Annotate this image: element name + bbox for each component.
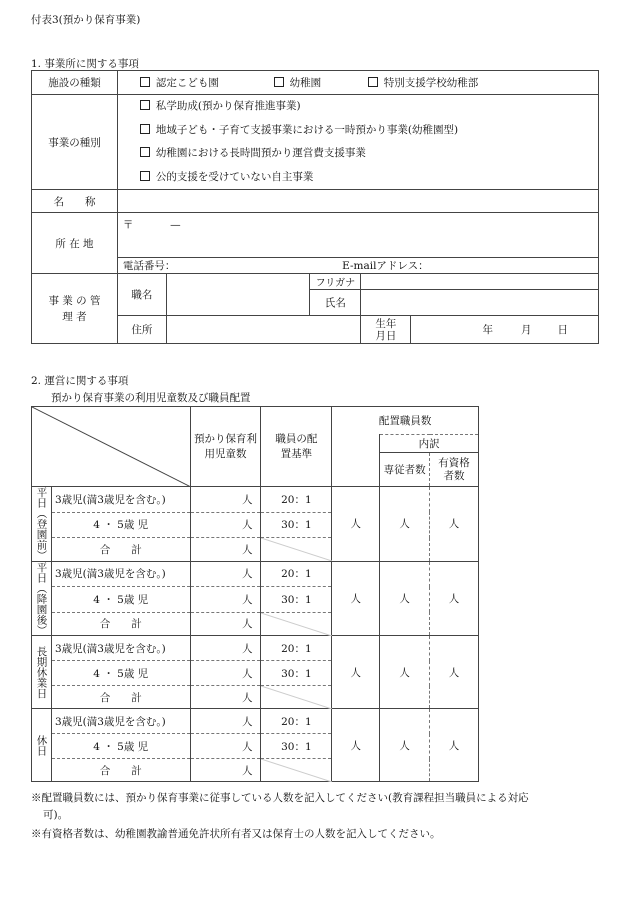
business-type-options — [117, 95, 598, 190]
fulltime-count-cell[interactable]: 人 — [380, 709, 430, 782]
staff-count-cell[interactable]: 人 — [332, 487, 380, 562]
period-label: 平日（降園後） — [32, 561, 52, 636]
home-field[interactable] — [166, 316, 361, 344]
children-count-cell[interactable]: 人 — [190, 686, 261, 709]
email-label: E-mailアドレス： — [342, 260, 429, 272]
checkbox-icon[interactable] — [140, 147, 150, 157]
period-label: 平日（登園前） — [32, 487, 52, 562]
children-count-cell[interactable]: 人 — [190, 612, 261, 636]
ratio-cell: 20：1 — [261, 636, 332, 661]
name2-label: 氏名 — [310, 290, 361, 316]
age-label: 3歳児(満3歳児を含む。) — [51, 487, 190, 513]
checkbox-icon[interactable] — [140, 171, 150, 181]
staff-spacer — [332, 435, 380, 487]
note-1: ※配置職員数には、預かり保育事業に従事している人数を記入してください(教育課程担当職員による対応 — [31, 792, 529, 804]
period-label: 休日 — [32, 709, 52, 782]
ratio-cell: 20：1 — [261, 487, 332, 513]
section2-subheading: 預かり保育事業の利用児童数及び職員配置 — [51, 392, 251, 404]
ratio-cell: 20：1 — [261, 709, 332, 734]
age-label: 3歳児(満3歳児を含む。) — [51, 561, 190, 587]
ratio-blank — [261, 538, 332, 562]
children-count-cell[interactable]: 人 — [190, 587, 261, 613]
col-children: 預かり保育利用児童数 — [190, 407, 261, 487]
ratio-cell: 30：1 — [261, 587, 332, 613]
diagonal-line — [261, 613, 332, 636]
children-count-cell[interactable]: 人 — [190, 487, 261, 513]
ratio-blank — [261, 686, 332, 709]
facility-type-label: 施設の種類 — [32, 71, 118, 95]
home-label: 住所 — [117, 316, 166, 344]
col-staff: 配置職員数 — [332, 407, 479, 435]
manager-label: 事 業 の 管 理 者 — [32, 274, 118, 344]
fulltime-count-cell[interactable]: 人 — [380, 487, 430, 562]
qualified-count-cell[interactable]: 人 — [430, 487, 479, 562]
business-option[interactable]: 公的支援を受けていない自主事業 — [140, 166, 598, 190]
children-count-cell[interactable]: 人 — [190, 759, 261, 782]
contact-row — [117, 258, 598, 274]
children-count-cell[interactable]: 人 — [190, 512, 261, 538]
facility-option[interactable]: 認定こども園 — [140, 77, 219, 89]
business-option[interactable]: 地域子ども・子育て支援事業における一時預かり事業(幼稚園型) — [140, 119, 598, 143]
checkbox-icon[interactable] — [140, 77, 150, 87]
children-count-cell[interactable]: 人 — [190, 636, 261, 661]
business-option[interactable]: 幼稚園における長時間預かり運営費支援事業 — [140, 142, 598, 166]
phone-label: 電話番号： — [122, 260, 176, 272]
age-label: 4 ・ 5歳 児 — [51, 512, 190, 538]
age-label: 合 計 — [51, 759, 190, 782]
children-count-cell[interactable]: 人 — [190, 734, 261, 759]
staff-count-cell[interactable]: 人 — [332, 636, 380, 709]
address-field[interactable] — [117, 213, 598, 258]
job-label: 職名 — [117, 274, 166, 316]
ratio-blank — [261, 612, 332, 636]
staff-count-cell[interactable]: 人 — [332, 561, 380, 636]
ratio-cell: 30：1 — [261, 734, 332, 759]
children-count-cell[interactable]: 人 — [190, 538, 261, 562]
note-2: ※有資格者数は、幼稚園教諭普通免許状所有者又は保育士の人数を記入してください。 — [31, 828, 441, 840]
diagonal-line — [261, 759, 332, 782]
section1-heading: 1. 事業所に関する事項 — [31, 58, 139, 70]
facility-table — [31, 70, 599, 344]
furigana-label: フリガナ — [310, 274, 361, 290]
ratio-cell: 20：1 — [261, 561, 332, 587]
birth-field[interactable]: 年 月 日 — [411, 316, 599, 344]
furigana-field[interactable] — [361, 274, 599, 290]
corner-cell — [32, 407, 191, 487]
staff-count-cell[interactable]: 人 — [332, 709, 380, 782]
children-count-cell[interactable]: 人 — [190, 709, 261, 734]
name2-field[interactable] — [361, 290, 599, 316]
facility-option[interactable]: 特別支援学校幼稚部 — [368, 77, 479, 89]
age-label: 合 計 — [51, 686, 190, 709]
checkbox-icon[interactable] — [140, 124, 150, 134]
children-count-cell[interactable]: 人 — [190, 561, 261, 587]
qualified-count-cell[interactable]: 人 — [430, 561, 479, 636]
qualified-count-cell[interactable]: 人 — [430, 636, 479, 709]
children-count-cell[interactable]: 人 — [190, 661, 261, 686]
staff-table — [31, 406, 479, 782]
age-label: 4 ・ 5歳 児 — [51, 587, 190, 613]
fulltime-count-cell[interactable]: 人 — [380, 636, 430, 709]
page-title: 付表3(預かり保育事業) — [31, 14, 141, 26]
age-label: 合 計 — [51, 538, 190, 562]
facility-option[interactable]: 幼稚園 — [274, 77, 322, 89]
postal-mark: 〒 — [122, 219, 134, 231]
col-breakdown: 内訳 — [380, 435, 479, 453]
facility-type-options — [117, 71, 598, 95]
age-label: 合 計 — [51, 612, 190, 636]
qualified-count-cell[interactable]: 人 — [430, 709, 479, 782]
checkbox-icon[interactable] — [274, 77, 284, 87]
name-field[interactable] — [117, 190, 598, 213]
col-qualified: 有資格者数 — [430, 453, 479, 487]
diagonal-line — [261, 538, 332, 561]
fulltime-count-cell[interactable]: 人 — [380, 561, 430, 636]
section2-heading: 2. 運営に関する事項 — [31, 375, 129, 387]
checkbox-icon[interactable] — [140, 100, 150, 110]
postal-dash: — — [170, 219, 181, 231]
col-standard: 職員の配置基準 — [261, 407, 332, 487]
job-field[interactable] — [166, 274, 310, 316]
period-label: 長期休業日 — [32, 636, 52, 709]
address-label: 所 在 地 — [32, 213, 118, 274]
ratio-cell: 30：1 — [261, 661, 332, 686]
age-label: 3歳児(満3歳児を含む。) — [51, 636, 190, 661]
ratio-cell: 30：1 — [261, 512, 332, 538]
birth-label: 生年 月日 — [361, 316, 411, 344]
col-fulltime: 専従者数 — [380, 453, 430, 487]
age-label: 4 ・ 5歳 児 — [51, 734, 190, 759]
name-label: 名 称 — [32, 190, 118, 213]
diagonal-line — [32, 407, 191, 487]
checkbox-icon[interactable] — [368, 77, 378, 87]
business-option[interactable]: 私学助成(預かり保育推進事業) — [140, 95, 598, 119]
diagonal-line — [261, 686, 332, 709]
age-label: 3歳児(満3歳児を含む。) — [51, 709, 190, 734]
business-type-label: 事業の種別 — [32, 95, 118, 190]
age-label: 4 ・ 5歳 児 — [51, 661, 190, 686]
note-1-cont: 可)。 — [43, 809, 69, 821]
ratio-blank — [261, 759, 332, 782]
